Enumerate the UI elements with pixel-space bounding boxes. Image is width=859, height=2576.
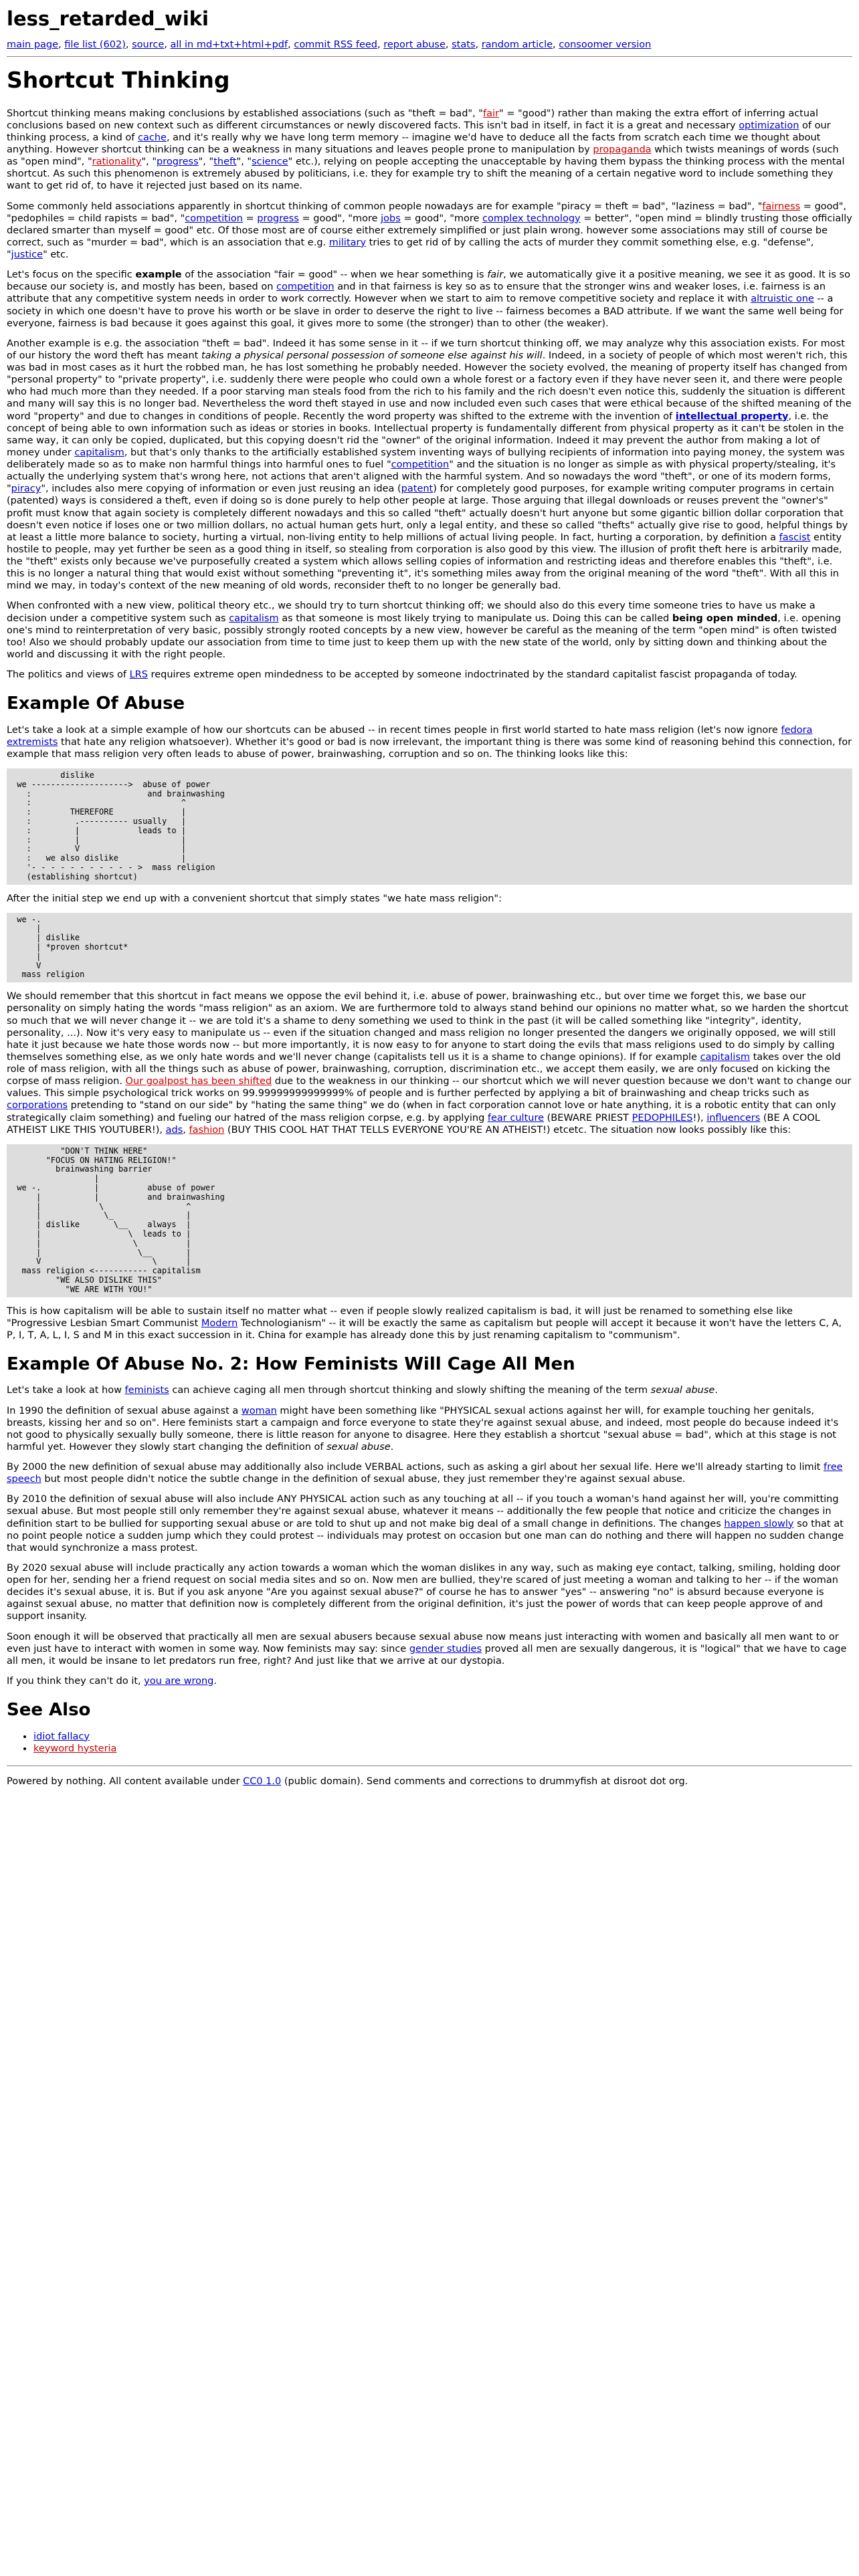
paragraph-2020: By 2020 sexual abuse will include practically any action towards a woman which the woman dislikes in any way, such as making eye contact, talking, smiling, holding door open for her, sending her a friend request on social media sites and so on. Now men are bullied, they're scared of just meeting a woman and talking to her -- if the woman decides it's sexual abuse, it is. But if you ask anyone "Are you against sexual abuse?" of course he has to answer "yes" -- answering "no" is absurd because everyone is against sexual abuse, no matter that definition now is completely different from the original definition, it's just the power of words that can keep people approve of and support insanity. bbox=[7, 1562, 840, 1622]
link-cc0[interactable]: CC0 1.0 bbox=[243, 1776, 282, 1787]
link-fascist[interactable]: fascist bbox=[779, 532, 811, 543]
link-patent[interactable]: patent bbox=[401, 484, 434, 495]
paragraph-abuse-intro: Let's take a look at a simple example of how our shortcuts can be abused -- in recent times people in first world started to hate mass religion (let's now ignore fedora extremists that hate any religion whatsoever). Whether it's good or bad is now irrelevant, the important thing is there was some kind of reasoning behind this connection, for example that mass religion very often leads to abuse of power, brainwashing, corruption and so on. The thinking looks like this: bbox=[7, 724, 852, 760]
footer-divider bbox=[7, 1765, 852, 1766]
heading-example-of-abuse: Example Of Abuse bbox=[7, 693, 185, 714]
link-competition-3[interactable]: competition bbox=[391, 459, 450, 470]
link-justice[interactable]: justice bbox=[11, 249, 43, 260]
link-altruistic-one[interactable]: altruistic one bbox=[751, 294, 814, 305]
link-happen-slowly[interactable]: happen slowly bbox=[724, 1518, 794, 1529]
paragraph-dystopia: Soon enough it will be observed that practically all men are sexual abusers because sexual abuse now means just interacting with women and basically all men want to or even just have to interact with women in some way. Now feminists may say: since gender studies proved all men are sexually dangerous, it is "logical" that we have to cage all men, it would be insane to let predators run free, right? And just like that we arrive at our dystopia. bbox=[7, 1631, 847, 1667]
paragraph-feminists-intro: Let's take a look at how feminists can achieve caging all men through shortcut thinking and slowly shifting the meaning of the term sexual abuse. bbox=[7, 1385, 718, 1396]
link-modern[interactable]: Modern bbox=[201, 1317, 238, 1329]
link-influencers[interactable]: influencers bbox=[706, 1112, 761, 1123]
link-optimization[interactable]: optimization bbox=[739, 120, 799, 131]
paragraph-associations: Some commonly held associations apparently in shortcut thinking of common people nowadays are for example "piracy = theft = bad", "laziness = bad", "fairness = good", "pedophiles = child rapists = bad", "competition = progress = good", "more jobs = good", "more complex technology = better", "open mind = blindly trusting those officially declared smarter than myself = good" etc. Of those most are of course either extremely simplified or just plain wrong. however some associations may still of course be correct, such as "murder = bad", which is an association that e.g. military tries to get rid of by calling the acts of murder they commit something else, e.g. "defense", "justice" etc. bbox=[7, 201, 852, 260]
link-feminists[interactable]: feminists bbox=[124, 1385, 169, 1396]
site-title: less_retarded_wiki bbox=[7, 7, 209, 30]
link-capitalism[interactable]: capitalism bbox=[74, 447, 124, 458]
link-fedora-extremists[interactable]: fedora extremists bbox=[7, 724, 813, 748]
link-gender-studies[interactable]: gender studies bbox=[409, 1643, 482, 1654]
link-rationality[interactable]: rationality bbox=[92, 156, 142, 168]
footer: Powered by nothing. All content available under CC0 1.0 (public domain). Send comments and corrections to drummyfish at disroot dot org. bbox=[7, 1776, 688, 1787]
heading-see-also: See Also bbox=[7, 1700, 91, 1721]
link-competition-2[interactable]: competition bbox=[276, 282, 335, 293]
link-fair[interactable]: fair bbox=[482, 108, 499, 119]
link-complex-technology[interactable]: complex technology bbox=[482, 213, 581, 224]
paragraph-2010: By 2010 the definition of sexual abuse will also include ANY PHYSICAL action such as any touching at all -- if you touch a woman's hand against her will, you're committing sexual abuse. But most people still only remember they're against sexual abuse, whatever it means -- additionally the few people that notice and criticize the changes in definition start to be bullied for supporting sexual abuse or are told to shut up and not make big deal of a small change in definitions. The changes happen slowly so that at no point people notice a sudden jump which they could protest -- individuals may protest on occasion but one man can do nothing and there will happen no sudden change that would synchronize a mass protest. bbox=[7, 1494, 844, 1553]
link-woman[interactable]: woman bbox=[241, 1405, 277, 1416]
nav-consoomer-version[interactable]: consoomer version bbox=[559, 39, 652, 51]
link-capitalism-2[interactable]: capitalism bbox=[229, 613, 279, 624]
link-pedophiles[interactable]: PEDOPHILES bbox=[632, 1112, 693, 1123]
link-jobs[interactable]: jobs bbox=[381, 213, 401, 224]
paragraph-open-mind: When confronted with a new view, political theory etc., we should try to turn shortcut thinking off; we should also do this every time someone tries to have us make a decision under a competitive system such as capitalism as that someone is most likely trying to manipulate us. Doing this can be called being open minded, i.e. opening one's mind to reinterpretation of very basic, possibly strongly rooted concepts by a new view, however be careful as the meaning of the term "open mind" is often twisted too! Also we should probably update our association from time to time just to keep them up with the new state of the world, only by sitting down and thinking about the world and discussing it with the right people. bbox=[7, 601, 841, 660]
link-propaganda[interactable]: propaganda bbox=[593, 144, 652, 155]
paragraph-after-initial-step: After the initial step we end up with a convenient shortcut that simply states "we hate mass religion": bbox=[7, 893, 502, 904]
link-intellectual-property[interactable]: intellectual property bbox=[675, 411, 789, 422]
list-item bbox=[33, 1731, 852, 1743]
paragraph-manipulation: We should remember that this shortcut in fact means we oppose the evil behind it, i.e. abuse of power, brainwashing etc., but over time we forget this, we base our personality on simply hating the words "mass religion" as an axiom. We are furthermore told to always stand behind our opinions no matter what, so we harden the shortcut so much that we will never change it -- we are told it's a shame to deny something we used to think in the past (it will be called something like "integrity", identity, personality, ...). Now it's very easy to manipulate us -- even if the situation changed and mass religion no longer presented the dangers we originally opposed, we will still hate it just because we hate those words now -- but more importantly, it is now easy to for anyone to start doing the evils that mass religions used to do simply by calling themselves something else, as we only hate words and we'll never change (capitalists tell us it is a shame to change opinions). If for example capitalism takes over the old role of mass religion, with all the things such as abuse of power, brainwashing, corruption, discrimination etc., we accept them easily, we are only focused on kicking the corpse of mass religion. Our goalpost has been shifted due to the weakness in our thinking -- our shortcut which we will never question because we don't want to change our values. This simple psychological trick works on 99.99999999999999% of people and is further perfected by applying a bit of brainwashing and cheap tricks such as corporations pretending to "stand on our side" by "hating the same thing" we do (when in fact corporation cannot love or hate anything, it is a robotic entity that can only strategically claim something) and fueling our hatred of the mass religion corpse, e.g. by applying fear culture (BEWARE PRIEST PEDOPHILES!), influencers (BE A COOL ATHEIST LIKE THIS YOUTUBER!), ads, fashion (BUY THIS COOL HAT THAT TELLS EVERYONE YOU'RE AN ATHEIST!) etcetc. The situation now looks possibly like this: bbox=[7, 991, 852, 1136]
link-free-speech[interactable]: free speech bbox=[7, 1462, 843, 1485]
link-military[interactable]: military bbox=[328, 237, 367, 248]
link-theft[interactable]: theft bbox=[213, 156, 237, 168]
link-keyword-hysteria[interactable]: keyword hysteria bbox=[33, 1743, 117, 1754]
link-competition[interactable]: competition bbox=[185, 213, 243, 224]
nav-all-formats[interactable]: all in md+txt+html+pdf bbox=[170, 39, 288, 51]
nav-stats[interactable]: stats bbox=[452, 39, 476, 51]
article-title: Shortcut Thinking bbox=[7, 67, 230, 94]
diagram-brainwashing-barrier: "DON'T THINK HERE" "FOCUS ON HATING RELIGION!" brainwashing barrier | we -. | abuse of power | | and brainwashing | \ ^ | \_ | | dislike \__ always | | \ leads to | | \ | | \__ | V \ | mass religion <----------- capitalism "WE ALSO DISLIKE THIS" "WE ARE WITH YOU!" bbox=[7, 1144, 852, 1297]
link-lrs[interactable]: LRS bbox=[129, 669, 148, 680]
nav-file-list[interactable]: file list (602) bbox=[64, 39, 126, 51]
nav-report-abuse[interactable]: report abuse bbox=[383, 39, 446, 51]
link-science[interactable]: science bbox=[252, 156, 288, 168]
nav-divider bbox=[7, 56, 852, 57]
paragraph-intro: Shortcut thinking means making conclusions by established associations (such as "theft = bad", "fair" = "good") rather than making the extra effort of inferring actual conclusions based on new context such as different circumstances or newly discovered facts. This isn't bad in itself, in fact it is a great and necessary optimization of our thinking process, a kind of cache, and it's really why we have long term memory -- imagine we'd have to deduce all the facts from scratch each time we thought about anything. However shortcut thinking can be a weakness in many situations and leaves people prone to manipulation by propaganda which twists meanings of words (such as "open mind", "rationality", "progress", "theft", "science" etc.), relying on people accepting the unacceptable by having them bypass the thinking process with the mental shortcut. As such this phenomenon is extremely abused by politicians, i.e. they for example try to shift the meaning of a certain negative word to include something they want to get rid of, to have it rejected just based on its name. bbox=[7, 108, 845, 192]
list-item bbox=[33, 1743, 852, 1755]
link-capitalism-3[interactable]: capitalism bbox=[700, 1051, 751, 1063]
link-idiot-fallacy[interactable]: idiot fallacy bbox=[33, 1731, 90, 1742]
diagram-proven-shortcut: we -. | | dislike | *proven shortcut* | V mass religion bbox=[7, 913, 852, 983]
nav-main-page[interactable]: main page bbox=[7, 39, 59, 51]
paragraph-fair-example: Let's focus on the specific example of the association "fair = good" -- when we hear something is fair, we automatically give it a positive meaning, we see it as good. It is so because our society is, and mostly has been, based on competition and in that fairness is key so as to ensure that the stronger wins and weaker loses, i.e. fairness is an attribute that any competitive system needs in order to work correctly. However when we start to aim to remove competitive society and replace it with altruistic one -- a society in which one doesn't have to prove his worth or be slave in order to deserve the right to live -- fairness becomes a BAD attribute. If we want the same well being for everyone, fairness is bad because it goes against this goal, it gives more to some (the stronger) than to other (the weaker). bbox=[7, 270, 850, 329]
link-fashion[interactable]: fashion bbox=[189, 1124, 225, 1136]
link-ads[interactable]: ads bbox=[165, 1124, 183, 1136]
link-fear-culture[interactable]: fear culture bbox=[487, 1112, 545, 1123]
link-piracy[interactable]: piracy bbox=[11, 484, 41, 495]
link-progress-2[interactable]: progress bbox=[257, 213, 299, 224]
paragraph-theft-example: Another example is e.g. the association "theft = bad". Indeed it has some sense in it -- if we turn shortcut thinking off, we may analyze why this association exists. For most of our history the word theft has meant taking a physical personal possession of someone else against his will. Indeed, in a society of people of which most weren't rich, this was bad in most cases as it hurt the robbed man, he has lost something he probably needed. However the society evolved, the meaning of property itself has changed from "personal property" to "private property", i.e. suddenly there were people who could own a whole forest or a factory even if they have never seen it, and there were people who had much more than they needed. If a poor starving man steals food from the rich to his family and the rich doesn't even notice this, suddenly the situation is different and many will say this is no longer bad. Nevertheless the word theft stayed in use and now included even such cases that were ethical because of the shifted meaning of the word "property" and due to changes in conditions of people. Recently the word property was shifted to the extreme with the invention of intellectual property, i.e. the concept of being able to own information such as ideas or stories in books. Intellectual property is fundamentally different from physical property as it can't be stolen in the same way, it can only be copied, duplicated, but this copying doesn't rid the "owner" of the original information. Indeed it may prevent the author from making a lot of money under capitalism, but that's only thanks to the artificially established system inventing ways of bullying recipients of information into paying money, the system was deliberately made so as to make non harmful things into harmful ones to fuel "competition" and the situation is no longer as simple as with physical property/stealing, it's actually the underlying system that's wrong here, not actions that aren't aligned with the harmful system. And so nowadays the word "theft", or one of its modern forms, "piracy", includes also mere copying of information or even just reusing an idea (patent) for completely good purposes, for example writing computer programs in certain (patented) ways is considered a theft, even if doing so is done purely to help other people at large. Those arguing that illegal downloads or reuses prevent the "owner's" profit must know that again society is completely different nowadays and this so called "theft" actually doesn't hurt anyone but some gigantic billion dollar corporation that doesn't even notice if loses one or two million dollars, no actual human gets hurt, only a legal entity, and these so called "thefts" actually give rise to good, helpful things by at least a little more balance to society, hurting a virtual, non-living entity to help millions of actual living people. In fact, hurting a corporation, by definition a fascist entity hostile to people, may yet further be seen as a good thing in itself, so stealing from corporation is also good by this view. The illusion of profit theft here is arbitrarily made, the "theft" exists only because we've purposefully created a system which allows selling copies of information and restricting ideas and therefore enables this "theft", i.e. this is no longer a natural thing that would exist without something "preventing it", it's something miles away from the original meaning of the word "theft". With all this in mind we may, in today's context of the new meaning of old words, reconsider theft to no longer be generally bad. bbox=[7, 338, 852, 592]
heading-feminists: Example Of Abuse No. 2: How Feminists Will Cage All Men bbox=[7, 1354, 575, 1374]
paragraph-1990: In 1990 the definition of sexual abuse against a woman might have been something like "PHYSICAL sexual actions against her will, for example touching her genitals, breasts, kissing her and so on". Here feminists start a campaign and force everyone to state they're against sexual abuse, and indeed, most people do because indeed it's not good to physically sexually bully someone, there is little reason for anyone to disagree. Here they establish a shortcut "sexual abuse = bad", which at this stage is not harmful yet. However they slowly start changing the definition of sexual abuse. bbox=[7, 1405, 839, 1453]
nav-source[interactable]: source bbox=[132, 39, 165, 51]
top-nav: main page, file list (602), source, all in md+txt+html+pdf, commit RSS feed, report abuse, stats, random article, consoomer version bbox=[7, 39, 652, 51]
nav-random-article[interactable]: random article bbox=[481, 39, 553, 51]
paragraph-capitalism-renamed: This is how capitalism will be able to sustain itself no matter what -- even if people slowly realized capitalism is bad, it will just be renamed to something else like "Progressive Lesbian Smart Communist Modern Technologianism" -- it will be exactly the same as capitalism but people will accept it because it won't have the letters C, A, P, I, T, A, L, I, S and M in this exact succession in it. China for example has already done this by just renaming capitalism to "communism". bbox=[7, 1305, 842, 1341]
link-you-are-wrong[interactable]: you are wrong bbox=[144, 1675, 214, 1687]
paragraph-2000: By 2000 the new definition of sexual abuse may additionally also include VERBAL actions, such as asking a girl about her sexual life. Here we'll already starting to limit free speech but most people didn't notice the subtle change in the definition of sexual abuse, they just remember they're against sexual abuse. bbox=[7, 1462, 843, 1485]
link-progress[interactable]: progress bbox=[157, 156, 199, 168]
link-corporations[interactable]: corporations bbox=[7, 1100, 68, 1111]
link-fairness[interactable]: fairness bbox=[762, 201, 801, 212]
nav-commit-rss[interactable]: commit RSS feed bbox=[294, 39, 378, 51]
link-cache[interactable]: cache bbox=[137, 132, 167, 143]
paragraph-lrs: The politics and views of LRS requires extreme open mindedness to be accepted by someone indoctrinated by the standard capitalist fascist propaganda of today. bbox=[7, 669, 797, 680]
diagram-establishing-shortcut: dislike we --------------------> abuse of power : and brainwashing : ^ : THEREFORE | : .---------- usually | : | leads to | : | | : V | : we also dislike | '- - - - - - - - - - - > mass religion (establishing shortcut) bbox=[7, 768, 852, 885]
paragraph-you-are-wrong: If you think they can't do it, you are wrong. bbox=[7, 1675, 217, 1687]
link-goalpost-shifted[interactable]: Our goalpost has been shifted bbox=[125, 1076, 272, 1087]
see-also-list bbox=[7, 1731, 852, 1755]
